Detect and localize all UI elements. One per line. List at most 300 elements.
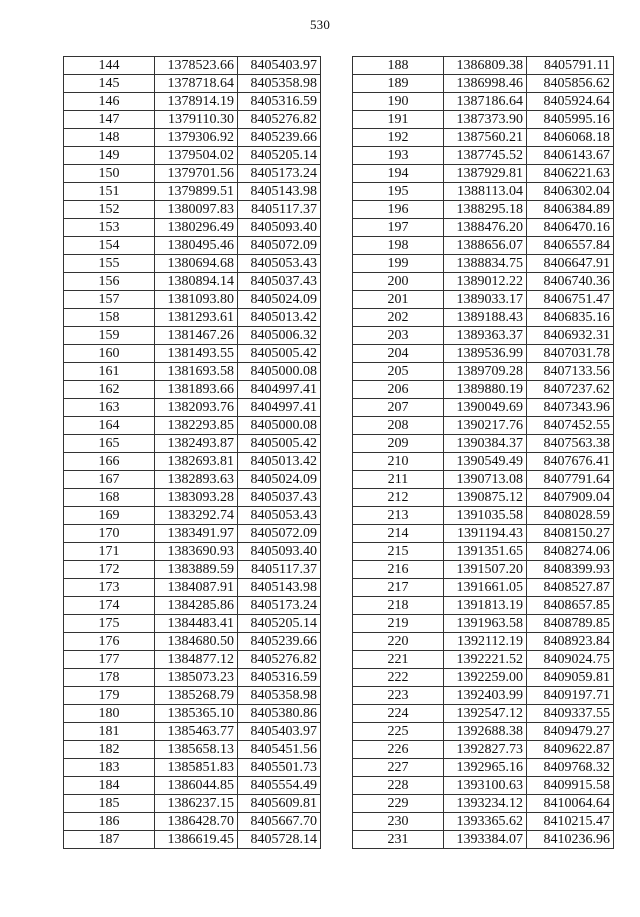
table-row [64,129,321,147]
y-coordinate-cell: 8409479.27 [527,723,614,741]
table-row [353,687,614,705]
point-number-cell: 175 [64,615,155,633]
point-number-cell: 206 [353,381,444,399]
table-row [64,813,321,831]
point-number-cell: 204 [353,345,444,363]
point-number-cell: 173 [64,579,155,597]
table-row [353,147,614,165]
x-coordinate-cell: 1379504.02 [155,147,238,165]
table-row [353,309,614,327]
table-row [64,237,321,255]
y-coordinate-cell: 8405037.43 [238,489,321,507]
point-number-cell: 197 [353,219,444,237]
x-coordinate-cell: 1385268.79 [155,687,238,705]
table-row [64,543,321,561]
x-coordinate-cell: 1389709.28 [444,363,527,381]
y-coordinate-cell: 8407563.38 [527,435,614,453]
table-row [353,669,614,687]
y-coordinate-cell: 8405239.66 [238,633,321,651]
x-coordinate-cell: 1379899.51 [155,183,238,201]
table-row [353,435,614,453]
y-coordinate-cell: 8405316.59 [238,93,321,111]
point-number-cell: 226 [353,741,444,759]
x-coordinate-cell: 1391194.43 [444,525,527,543]
point-number-cell: 217 [353,579,444,597]
y-coordinate-cell: 8406143.67 [527,147,614,165]
y-coordinate-cell: 8405005.42 [238,345,321,363]
x-coordinate-cell: 1389536.99 [444,345,527,363]
point-number-cell: 188 [353,57,444,75]
x-coordinate-cell: 1379306.92 [155,129,238,147]
x-coordinate-cell: 1391507.20 [444,561,527,579]
y-coordinate-cell: 8408028.59 [527,507,614,525]
y-coordinate-cell: 8406647.91 [527,255,614,273]
x-coordinate-cell: 1388834.75 [444,255,527,273]
x-coordinate-cell: 1381467.26 [155,327,238,345]
x-coordinate-cell: 1391813.19 [444,597,527,615]
table-row [353,831,614,849]
table-row [353,291,614,309]
table-row [353,417,614,435]
point-number-cell: 228 [353,777,444,795]
table-row [64,399,321,417]
table-row [353,615,614,633]
point-number-cell: 200 [353,273,444,291]
x-coordinate-cell: 1386619.45 [155,831,238,849]
y-coordinate-cell: 8404997.41 [238,381,321,399]
table-row [64,651,321,669]
y-coordinate-cell: 8405093.40 [238,219,321,237]
table-row [64,417,321,435]
y-coordinate-cell: 8405924.64 [527,93,614,111]
x-coordinate-cell: 1393365.62 [444,813,527,831]
y-coordinate-cell: 8405072.09 [238,525,321,543]
x-coordinate-cell: 1384483.41 [155,615,238,633]
x-coordinate-cell: 1390875.12 [444,489,527,507]
x-coordinate-cell: 1384087.91 [155,579,238,597]
point-number-cell: 166 [64,453,155,471]
point-number-cell: 169 [64,507,155,525]
x-coordinate-cell: 1384285.86 [155,597,238,615]
point-number-cell: 162 [64,381,155,399]
point-number-cell: 178 [64,669,155,687]
y-coordinate-cell: 8405117.37 [238,561,321,579]
point-number-cell: 177 [64,651,155,669]
x-coordinate-cell: 1388656.07 [444,237,527,255]
point-number-cell: 209 [353,435,444,453]
table-row [353,561,614,579]
table-row [64,669,321,687]
y-coordinate-cell: 8408657.85 [527,597,614,615]
table-row [64,291,321,309]
point-number-cell: 152 [64,201,155,219]
point-number-cell: 165 [64,435,155,453]
y-coordinate-cell: 8405024.09 [238,291,321,309]
y-coordinate-cell: 8405554.49 [238,777,321,795]
y-coordinate-cell: 8405403.97 [238,57,321,75]
table-row [64,633,321,651]
y-coordinate-cell: 8410064.64 [527,795,614,813]
y-coordinate-cell: 8405006.32 [238,327,321,345]
table-row [353,651,614,669]
point-number-cell: 192 [353,129,444,147]
y-coordinate-cell: 8407909.04 [527,489,614,507]
point-number-cell: 161 [64,363,155,381]
table-row [353,705,614,723]
y-coordinate-cell: 8407452.55 [527,417,614,435]
table-row [353,129,614,147]
y-coordinate-cell: 8410236.96 [527,831,614,849]
point-number-cell: 160 [64,345,155,363]
table-row [64,345,321,363]
x-coordinate-cell: 1388295.18 [444,201,527,219]
table-row [64,795,321,813]
point-number-cell: 194 [353,165,444,183]
point-number-cell: 164 [64,417,155,435]
table-row [64,579,321,597]
y-coordinate-cell: 8405358.98 [238,687,321,705]
y-coordinate-cell: 8405143.98 [238,183,321,201]
y-coordinate-cell: 8406384.89 [527,201,614,219]
point-number-cell: 230 [353,813,444,831]
point-number-cell: 222 [353,669,444,687]
y-coordinate-cell: 8406835.16 [527,309,614,327]
x-coordinate-cell: 1386428.70 [155,813,238,831]
point-number-cell: 155 [64,255,155,273]
y-coordinate-cell: 8408399.93 [527,561,614,579]
table-row [353,183,614,201]
table-row [353,273,614,291]
point-number-cell: 203 [353,327,444,345]
x-coordinate-cell: 1392112.19 [444,633,527,651]
point-number-cell: 215 [353,543,444,561]
table-row [353,453,614,471]
y-coordinate-cell: 8405005.42 [238,435,321,453]
x-coordinate-cell: 1383889.59 [155,561,238,579]
y-coordinate-cell: 8405053.43 [238,507,321,525]
table-row [64,309,321,327]
x-coordinate-cell: 1385073.23 [155,669,238,687]
x-coordinate-cell: 1387929.81 [444,165,527,183]
y-coordinate-cell: 8405380.86 [238,705,321,723]
y-coordinate-cell: 8409059.81 [527,669,614,687]
x-coordinate-cell: 1384680.50 [155,633,238,651]
table-row [353,543,614,561]
y-coordinate-cell: 8405403.97 [238,723,321,741]
x-coordinate-cell: 1384877.12 [155,651,238,669]
point-number-cell: 170 [64,525,155,543]
y-coordinate-cell: 8405000.08 [238,417,321,435]
x-coordinate-cell: 1385463.77 [155,723,238,741]
table-row [64,705,321,723]
x-coordinate-cell: 1381093.80 [155,291,238,309]
y-coordinate-cell: 8409622.87 [527,741,614,759]
table-row [353,327,614,345]
x-coordinate-cell: 1382293.85 [155,417,238,435]
point-number-cell: 189 [353,75,444,93]
table-row [64,327,321,345]
table-row [64,741,321,759]
point-number-cell: 201 [353,291,444,309]
y-coordinate-cell: 8407031.78 [527,345,614,363]
point-number-cell: 158 [64,309,155,327]
y-coordinate-cell: 8405205.14 [238,615,321,633]
x-coordinate-cell: 1378718.64 [155,75,238,93]
x-coordinate-cell: 1393100.63 [444,777,527,795]
y-coordinate-cell: 8405791.11 [527,57,614,75]
table-row [64,147,321,165]
x-coordinate-cell: 1392688.38 [444,723,527,741]
y-coordinate-cell: 8406740.36 [527,273,614,291]
x-coordinate-cell: 1393234.12 [444,795,527,813]
y-coordinate-cell: 8408923.84 [527,633,614,651]
table-row [353,237,614,255]
x-coordinate-cell: 1386044.85 [155,777,238,795]
table-row [353,579,614,597]
point-number-cell: 198 [353,237,444,255]
x-coordinate-cell: 1391661.05 [444,579,527,597]
table-row [353,597,614,615]
y-coordinate-cell: 8405173.24 [238,165,321,183]
y-coordinate-cell: 8405276.82 [238,111,321,129]
table-row [353,57,614,75]
point-number-cell: 190 [353,93,444,111]
point-number-cell: 150 [64,165,155,183]
point-number-cell: 210 [353,453,444,471]
x-coordinate-cell: 1380097.83 [155,201,238,219]
table-row [64,219,321,237]
x-coordinate-cell: 1390217.76 [444,417,527,435]
x-coordinate-cell: 1388476.20 [444,219,527,237]
table-row [353,201,614,219]
point-number-cell: 144 [64,57,155,75]
y-coordinate-cell: 8406470.16 [527,219,614,237]
y-coordinate-cell: 8405093.40 [238,543,321,561]
y-coordinate-cell: 8409337.55 [527,705,614,723]
y-coordinate-cell: 8406221.63 [527,165,614,183]
point-number-cell: 208 [353,417,444,435]
x-coordinate-cell: 1390384.37 [444,435,527,453]
point-number-cell: 211 [353,471,444,489]
table-row [353,759,614,777]
point-number-cell: 196 [353,201,444,219]
y-coordinate-cell: 8407676.41 [527,453,614,471]
x-coordinate-cell: 1380495.46 [155,237,238,255]
point-number-cell: 205 [353,363,444,381]
table-row [353,813,614,831]
x-coordinate-cell: 1385851.83 [155,759,238,777]
point-number-cell: 202 [353,309,444,327]
y-coordinate-cell: 8405316.59 [238,669,321,687]
y-coordinate-cell: 8405000.08 [238,363,321,381]
table-row [353,471,614,489]
table-row [353,777,614,795]
point-number-cell: 184 [64,777,155,795]
point-number-cell: 221 [353,651,444,669]
table-row [64,363,321,381]
point-number-cell: 213 [353,507,444,525]
point-number-cell: 218 [353,597,444,615]
point-number-cell: 148 [64,129,155,147]
table-row [353,363,614,381]
x-coordinate-cell: 1391035.58 [444,507,527,525]
x-coordinate-cell: 1382493.87 [155,435,238,453]
y-coordinate-cell: 8408527.87 [527,579,614,597]
point-number-cell: 159 [64,327,155,345]
point-number-cell: 172 [64,561,155,579]
table-row [353,381,614,399]
point-number-cell: 191 [353,111,444,129]
point-number-cell: 179 [64,687,155,705]
y-coordinate-cell: 8408274.06 [527,543,614,561]
point-number-cell: 183 [64,759,155,777]
y-coordinate-cell: 8405205.14 [238,147,321,165]
x-coordinate-cell: 1381893.66 [155,381,238,399]
point-number-cell: 225 [353,723,444,741]
point-number-cell: 181 [64,723,155,741]
y-coordinate-cell: 8405667.70 [238,813,321,831]
point-number-cell: 214 [353,525,444,543]
y-coordinate-cell: 8405501.73 [238,759,321,777]
coordinates-table-right [352,56,614,849]
y-coordinate-cell: 8406932.31 [527,327,614,345]
y-coordinate-cell: 8407133.56 [527,363,614,381]
coordinates-table-left [63,56,321,849]
table-row [353,75,614,93]
page-number: 530 [309,17,331,32]
point-number-cell: 185 [64,795,155,813]
y-coordinate-cell: 8405239.66 [238,129,321,147]
table-row [353,525,614,543]
point-number-cell: 168 [64,489,155,507]
x-coordinate-cell: 1386998.46 [444,75,527,93]
x-coordinate-cell: 1383292.74 [155,507,238,525]
y-coordinate-cell: 8405995.16 [527,111,614,129]
y-coordinate-cell: 8406302.04 [527,183,614,201]
x-coordinate-cell: 1387186.64 [444,93,527,111]
table-row [64,453,321,471]
x-coordinate-cell: 1378523.66 [155,57,238,75]
x-coordinate-cell: 1390713.08 [444,471,527,489]
point-number-cell: 182 [64,741,155,759]
y-coordinate-cell: 8405037.43 [238,273,321,291]
x-coordinate-cell: 1387560.21 [444,129,527,147]
x-coordinate-cell: 1390549.49 [444,453,527,471]
table-body [353,57,614,849]
table-row [64,561,321,579]
table-row [64,75,321,93]
point-number-cell: 195 [353,183,444,201]
point-number-cell: 220 [353,633,444,651]
x-coordinate-cell: 1380694.68 [155,255,238,273]
x-coordinate-cell: 1389363.37 [444,327,527,345]
y-coordinate-cell: 8409197.71 [527,687,614,705]
point-number-cell: 157 [64,291,155,309]
point-number-cell: 199 [353,255,444,273]
x-coordinate-cell: 1392259.00 [444,669,527,687]
y-coordinate-cell: 8405609.81 [238,795,321,813]
table-row [353,741,614,759]
table-row [353,345,614,363]
y-coordinate-cell: 8406557.84 [527,237,614,255]
table-row [64,381,321,399]
point-number-cell: 186 [64,813,155,831]
x-coordinate-cell: 1381693.58 [155,363,238,381]
table-row [64,723,321,741]
y-coordinate-cell: 8405013.42 [238,453,321,471]
table-row [64,759,321,777]
table-row [64,471,321,489]
y-coordinate-cell: 8410215.47 [527,813,614,831]
x-coordinate-cell: 1382693.81 [155,453,238,471]
x-coordinate-cell: 1383093.28 [155,489,238,507]
table-row [64,687,321,705]
y-coordinate-cell: 8408789.85 [527,615,614,633]
y-coordinate-cell: 8406068.18 [527,129,614,147]
y-coordinate-cell: 8405117.37 [238,201,321,219]
y-coordinate-cell: 8405276.82 [238,651,321,669]
x-coordinate-cell: 1392547.12 [444,705,527,723]
y-coordinate-cell: 8405856.62 [527,75,614,93]
table-row [64,489,321,507]
y-coordinate-cell: 8405072.09 [238,237,321,255]
table-row [64,507,321,525]
x-coordinate-cell: 1378914.19 [155,93,238,111]
table-row [353,633,614,651]
x-coordinate-cell: 1382893.63 [155,471,238,489]
point-number-cell: 149 [64,147,155,165]
point-number-cell: 154 [64,237,155,255]
x-coordinate-cell: 1387745.52 [444,147,527,165]
point-number-cell: 219 [353,615,444,633]
point-number-cell: 229 [353,795,444,813]
y-coordinate-cell: 8409024.75 [527,651,614,669]
x-coordinate-cell: 1382093.76 [155,399,238,417]
table-row [64,777,321,795]
x-coordinate-cell: 1391351.65 [444,543,527,561]
point-number-cell: 151 [64,183,155,201]
x-coordinate-cell: 1385658.13 [155,741,238,759]
y-coordinate-cell: 8406751.47 [527,291,614,309]
table-row [64,273,321,291]
point-number-cell: 207 [353,399,444,417]
x-coordinate-cell: 1392403.99 [444,687,527,705]
table-row [353,723,614,741]
point-number-cell: 167 [64,471,155,489]
x-coordinate-cell: 1389012.22 [444,273,527,291]
point-number-cell: 212 [353,489,444,507]
x-coordinate-cell: 1389033.17 [444,291,527,309]
table-row [353,255,614,273]
point-number-cell: 223 [353,687,444,705]
y-coordinate-cell: 8405053.43 [238,255,321,273]
y-coordinate-cell: 8404997.41 [238,399,321,417]
point-number-cell: 174 [64,597,155,615]
y-coordinate-cell: 8405451.56 [238,741,321,759]
y-coordinate-cell: 8405013.42 [238,309,321,327]
x-coordinate-cell: 1380296.49 [155,219,238,237]
x-coordinate-cell: 1391963.58 [444,615,527,633]
x-coordinate-cell: 1383690.93 [155,543,238,561]
table-body [64,57,321,849]
x-coordinate-cell: 1383491.97 [155,525,238,543]
table-row [64,615,321,633]
table-row [64,525,321,543]
table-row [64,93,321,111]
point-number-cell: 156 [64,273,155,291]
x-coordinate-cell: 1388113.04 [444,183,527,201]
point-number-cell: 145 [64,75,155,93]
